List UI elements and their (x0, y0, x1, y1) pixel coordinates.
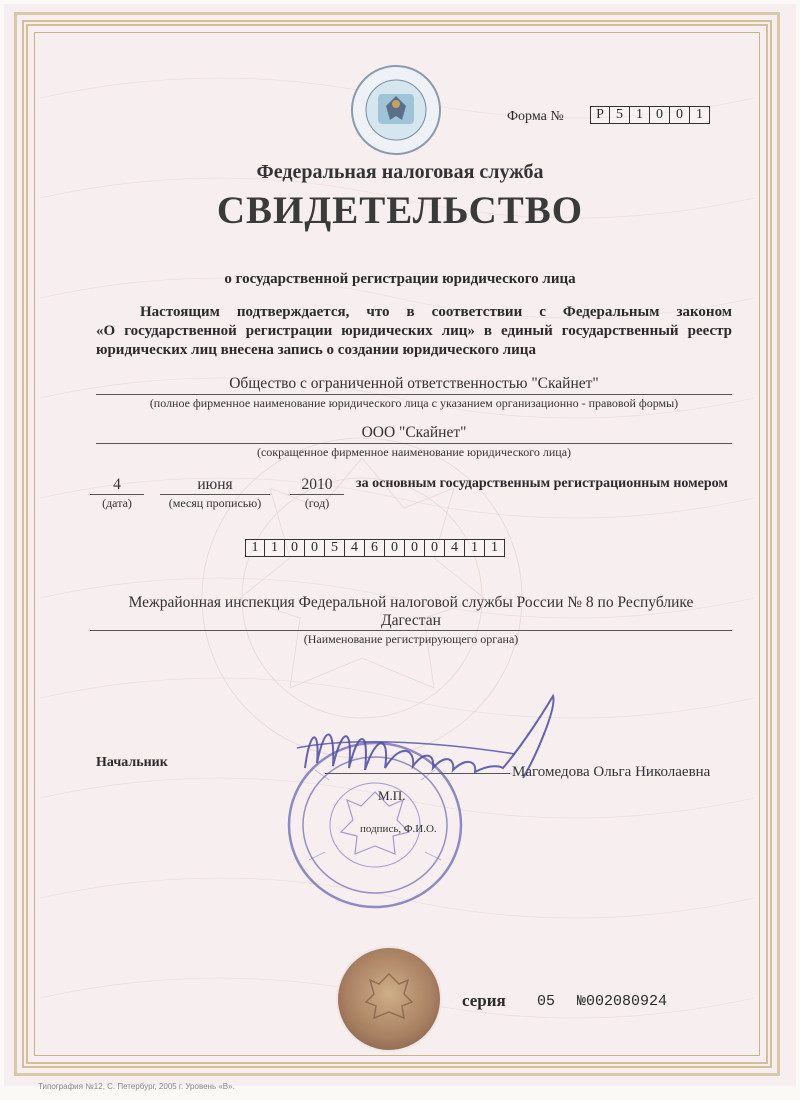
document-title: СВИДЕТЕЛЬСТВО (216, 189, 584, 232)
fns-emblem-icon (350, 64, 442, 156)
serial-number: №002080924 (577, 993, 668, 1010)
gold-seal-icon (334, 944, 444, 1054)
ogrn-digit: 1 (465, 539, 485, 557)
signature-caption: подпись, Ф.И.О. (360, 823, 437, 835)
form-label: Форма № (507, 109, 564, 124)
registrar-line (90, 630, 732, 631)
ogrn-digit: 5 (325, 539, 345, 557)
issuing-authority: Федеральная налоговая служба (256, 161, 544, 183)
ogrn-intro: за основным государственным регистрационным номером (356, 476, 728, 491)
body-line-3: юридических лиц внесена запись о создании юридического лица (96, 342, 536, 358)
registrar-caption: (Наименование регистрирующего органа) (303, 632, 519, 646)
date-day-line (90, 494, 144, 495)
mp-mark: М.П. (378, 788, 406, 803)
ogrn-digit: 0 (385, 539, 405, 557)
ogrn-digit: 1 (485, 539, 505, 557)
full-name-line (96, 394, 732, 395)
printer-note: Типография №12, С. Петербург, 2005 г. Уровень «В». (38, 1082, 235, 1091)
ogrn-digit: 0 (285, 539, 305, 557)
short-name-caption: (сокращенное фирменное наименование юридического лица) (256, 445, 572, 459)
date-year-line (290, 494, 344, 495)
form-number-cells (590, 106, 710, 124)
ogrn-digit: 0 (425, 539, 445, 557)
document-subtitle: о государственной регистрации юридического лица (224, 271, 576, 287)
form-cell: 1 (690, 106, 710, 124)
ogrn-digit: 1 (245, 539, 265, 557)
full-name-caption: (полное фирменное наименование юридического лица с указанием организационно - правовой формы) (149, 396, 679, 410)
signature-line (325, 773, 510, 774)
form-cell: 1 (630, 106, 650, 124)
signature-mark-icon (285, 688, 560, 798)
date-year: 2010 (301, 476, 333, 493)
form-cell: Р (590, 106, 610, 124)
short-name-line (96, 443, 732, 444)
series-value: 05 (537, 993, 556, 1010)
registrar-line-2: Дагестан (381, 612, 441, 629)
date-month: июня (197, 476, 233, 493)
ogrn-digit: 6 (365, 539, 385, 557)
registrar-line-1: Межрайонная инспекция Федеральной налоговой службы России № 8 по Республике (128, 594, 694, 611)
body-line-2: «О государственной регистрации юридических лиц» в единый государственный реестр (96, 323, 732, 339)
form-cell: 0 (670, 106, 690, 124)
series-label: серия (462, 991, 506, 1010)
full-name-value: Общество с ограниченной ответственностью "Скайнет" (229, 375, 599, 392)
form-cell: 0 (650, 106, 670, 124)
ogrn-digit: 4 (345, 539, 365, 557)
date-day-caption: (дата) (102, 496, 132, 510)
signer-name: Магомедова Ольга Николаевна (512, 764, 711, 780)
ogrn-cells (245, 539, 505, 557)
date-month-caption: (месяц прописью) (168, 496, 262, 510)
ogrn-digit: 1 (265, 539, 285, 557)
date-day: 4 (113, 476, 121, 493)
signer-position: Начальник (96, 755, 168, 770)
date-month-line (160, 494, 270, 495)
ogrn-digit: 0 (305, 539, 325, 557)
body-line-1: Настоящим подтверждается, что в соответствии с Федеральным законом (140, 304, 732, 320)
date-year-caption: (год) (304, 496, 330, 510)
form-cell: 5 (610, 106, 630, 124)
ogrn-digit: 4 (445, 539, 465, 557)
short-name-value: ООО "Скайнет" (361, 424, 467, 441)
ogrn-digit: 0 (405, 539, 425, 557)
